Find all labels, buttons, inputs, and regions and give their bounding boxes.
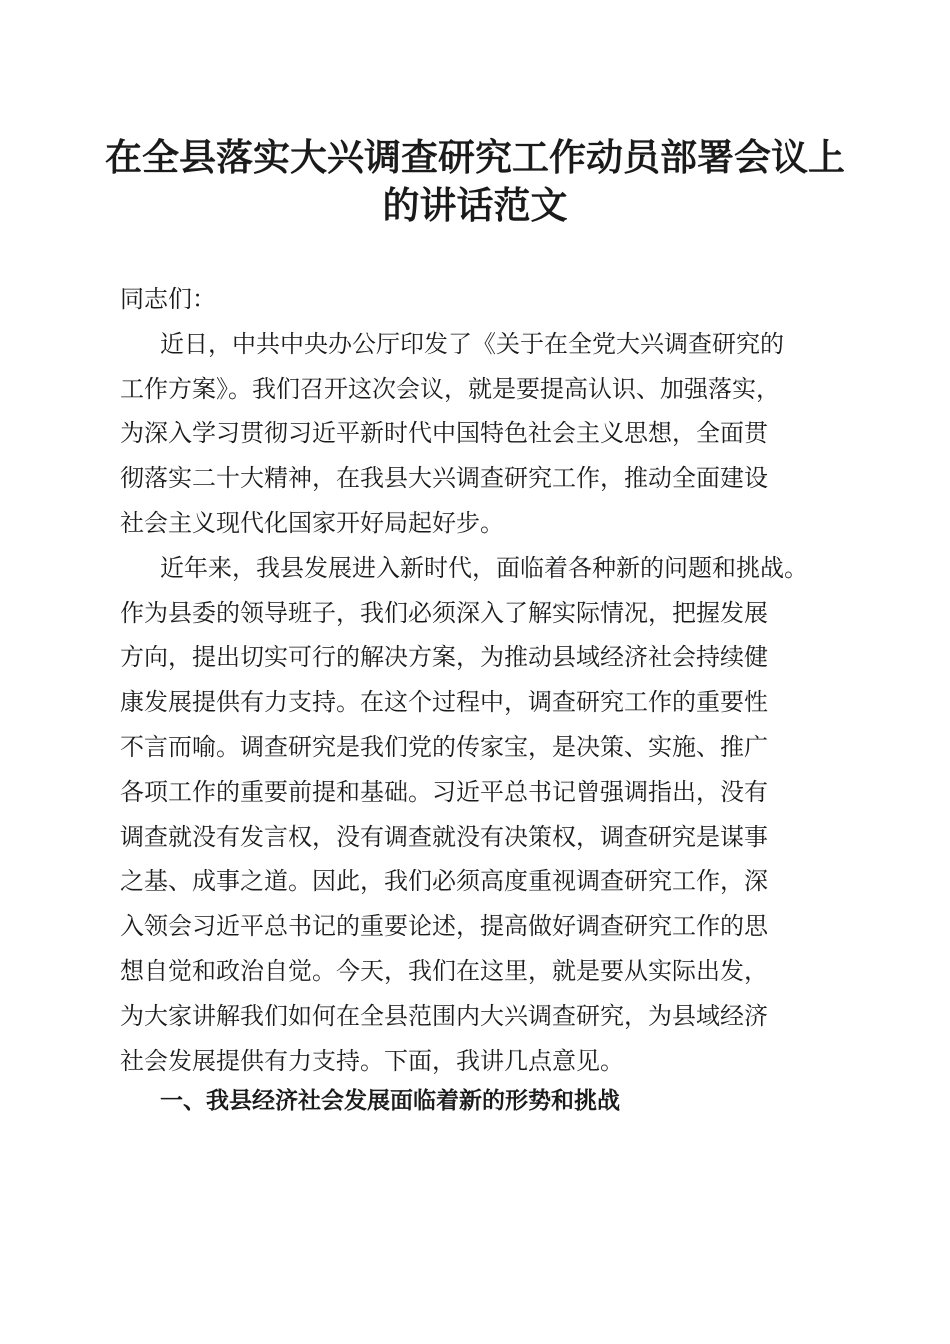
title-line-2: 的讲话范文 xyxy=(382,183,568,227)
paragraph-1 xyxy=(120,322,840,546)
paragraph-2-line: 近年来，我县发展进入新时代，面临着各种新的问题和挑战。 xyxy=(160,553,808,582)
paragraph-1-line: 近日，中共中央办公厅印发了《关于在全党大兴调查研究的 xyxy=(160,329,784,358)
document-body xyxy=(120,277,840,1083)
paragraph-2-line: 调查就没有发言权，没有调查就没有决策权，调查研究是谋事 xyxy=(120,822,768,851)
title-line-1: 在全县落实大兴调查研究工作动员部署会议上 xyxy=(105,135,845,179)
paragraph-2-line: 社会发展提供有力支持。下面，我讲几点意见。 xyxy=(120,1046,624,1075)
paragraph-2-line: 入领会习近平总书记的重要论述，提高做好调查研究工作的思 xyxy=(120,912,768,941)
paragraph-2-line: 之基、成事之道。因此，我们必须高度重视调查研究工作，深 xyxy=(120,867,768,896)
greeting: 同志们： xyxy=(120,285,216,313)
paragraph-2-line: 方向，提出切实可行的解决方案，为推动县域经济社会持续健 xyxy=(120,643,768,672)
paragraph-2-line: 为大家讲解我们如何在全县范围内大兴调查研究，为县域经济 xyxy=(120,1001,768,1030)
paragraph-2-line: 作为县委的领导班子，我们必须深入了解实际情况，把握发展 xyxy=(120,598,768,627)
paragraph-2-line: 康发展提供有力支持。在这个过程中，调查研究工作的重要性 xyxy=(120,688,768,717)
paragraph-2-line: 各项工作的重要前提和基础。习近平总书记曾强调指出，没有 xyxy=(120,777,768,806)
paragraph-2 xyxy=(120,546,840,1084)
paragraph-1-line: 工作方案》。我们召开这次会议，就是要提高认识、加强落实， xyxy=(120,374,780,403)
paragraph-2-line: 不言而喻。调查研究是我们党的传家宝，是决策、实施、推广 xyxy=(120,732,768,761)
paragraph-1-line: 为深入学习贯彻习近平新时代中国特色社会主义思想，全面贯 xyxy=(120,419,768,448)
section-heading: 一、我县经济社会发展面临着新的形势和挑战 xyxy=(160,1088,620,1114)
paragraph-1-line: 彻落实二十大精神，在我县大兴调查研究工作，推动全面建设 xyxy=(120,464,768,493)
paragraph-1-line: 社会主义现代化国家开好局起好步。 xyxy=(120,508,504,537)
document-title xyxy=(100,133,850,229)
paragraph-2-line: 想自觉和政治自觉。今天，我们在这里，就是要从实际出发， xyxy=(120,956,768,985)
